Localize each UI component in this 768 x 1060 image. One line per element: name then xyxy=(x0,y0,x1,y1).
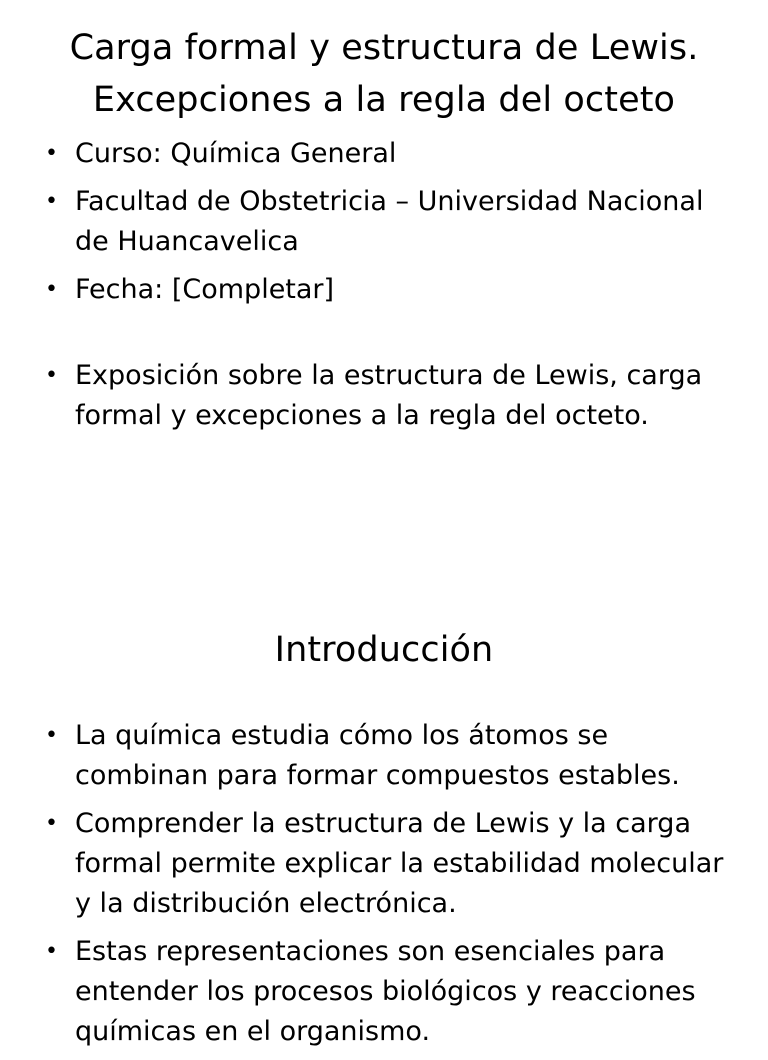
slide-introduction xyxy=(0,627,768,1060)
bullet-glyph: • xyxy=(45,141,58,166)
bullet-glyph: • xyxy=(45,811,58,836)
bullet-item xyxy=(0,932,768,1052)
title-line-2: Excepciones a la regla del octeto xyxy=(92,80,676,120)
title-line-1: Carga formal y estructura de Lewis. xyxy=(69,28,699,68)
bullet-glyph: • xyxy=(45,939,58,964)
slide-title: Introducción xyxy=(274,630,494,670)
bullet-text: Fecha: [Completar] xyxy=(75,274,335,305)
bullet-item-description xyxy=(0,356,768,436)
bullet-item xyxy=(0,716,768,796)
bullet-glyph: • xyxy=(45,189,58,214)
bullet-item-course xyxy=(0,134,768,174)
bullet-text: Facultad de Obstetricia – Universidad Nacional de Huancavelica xyxy=(75,186,704,257)
bullet-list xyxy=(0,134,768,436)
bullet-item xyxy=(0,804,768,924)
bullet-text: Exposición sobre la estructura de Lewis, carga formal y excepciones a la regla del octeto. xyxy=(75,360,703,431)
slide-title xyxy=(0,22,768,126)
bullet-text: Curso: Química General xyxy=(75,138,397,169)
bullet-item-date xyxy=(0,270,768,310)
slide-title-page xyxy=(0,22,768,444)
bullet-text: Comprender la estructura de Lewis y la carga formal permite explicar la estabilidad molecular y la distribución electrónica. xyxy=(75,808,724,919)
bullet-text: La química estudia cómo los átomos se combinan para formar compuestos estables. xyxy=(75,720,680,791)
bullet-list xyxy=(0,716,768,1052)
bullet-glyph: • xyxy=(45,277,58,302)
bullet-glyph: • xyxy=(45,363,58,388)
bullet-item-faculty xyxy=(0,182,768,262)
bullet-text: Estas representaciones son esenciales para entender los procesos biológicos y reacciones químicas en el organismo. xyxy=(75,936,696,1047)
bullet-glyph: • xyxy=(45,723,58,748)
